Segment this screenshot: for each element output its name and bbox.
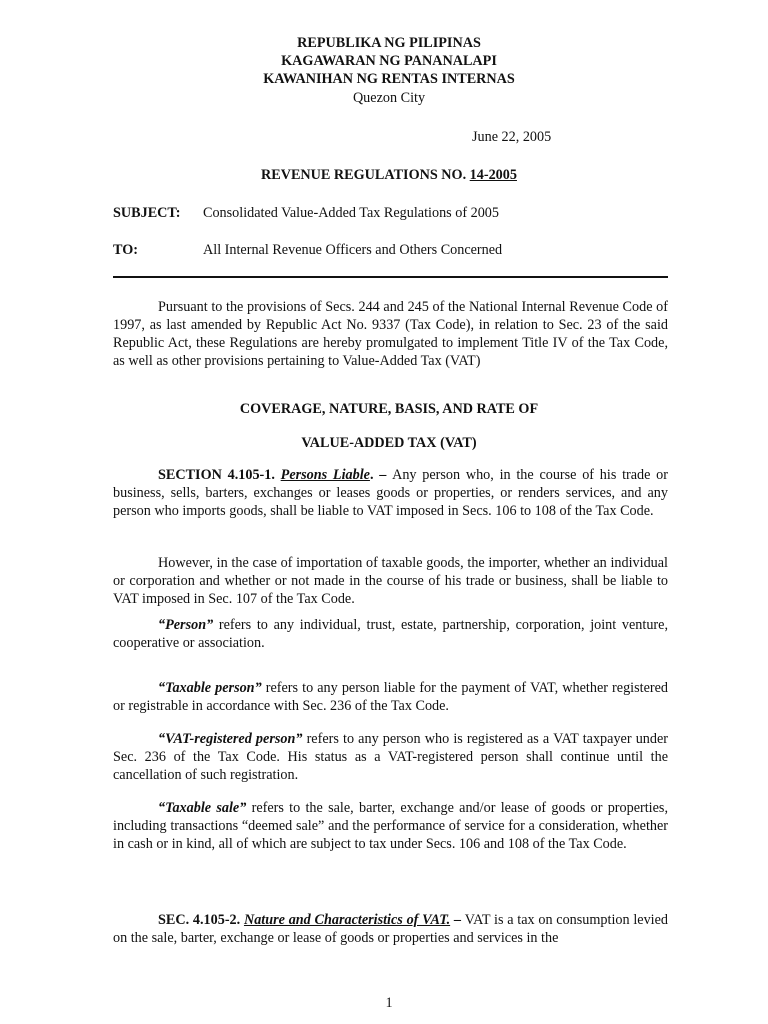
definition-taxable-sale — [113, 799, 668, 853]
header-department: KAGAWARAN NG PANANALAPI — [281, 53, 497, 69]
section-title-line1: COVERAGE, NATURE, BASIS, AND RATE OF — [239, 401, 539, 417]
to-label: TO: — [113, 242, 138, 258]
definition-text: refers to any individual, trust, estate, partnership, corporation, joint venture, cooperative or association. — [113, 617, 668, 651]
section-1-text: Any person who, in the course of his trade or business, sells, barters, exchanges or leases goods or properties, or renders services, and any person who imports goods, shall be liable to VAT imposed in Secs. 106 to 108 of the Tax Code. — [113, 467, 669, 519]
page-number: 1 — [385, 995, 393, 1011]
importation-paragraph: However, in the case of importation of taxable goods, the importer, whether an individual or corporation and whether or not made in the course of his trade or business, shall be liable to VAT imposed in Sec. 107 of the Tax Code. — [113, 555, 668, 607]
definition-term: “Taxable sale” — [158, 800, 247, 816]
definition-term: “VAT-registered person” — [158, 731, 303, 747]
header-divider — [113, 276, 668, 278]
section-2-text: VAT is a tax on consumption levied on the sale, barter, exchange or lease of goods or properties and services in the — [113, 912, 669, 946]
section-2-heading: Nature and Characteristics of VAT. — [243, 912, 451, 928]
preamble-paragraph: Pursuant to the provisions of Secs. 244 and 245 of the National Internal Revenue Code of 1997, as last amended by Republic Act No. 9337 (Tax Code), in relation to Sec. 23 of the said Republic Act, these Regulations are hereby promulgated to implement Title IV of the Tax Code, as well as other provisions pertaining to Value-Added Tax (VAT) — [113, 299, 668, 369]
subject-label: SUBJECT: — [113, 205, 181, 221]
section-2-number: SEC. 4.105-2. — [158, 912, 244, 928]
header-republic: REPUBLIKA NG PILIPINAS — [297, 35, 481, 51]
definition-term: “Person” — [158, 617, 214, 633]
section-1-dash: . – — [369, 467, 393, 483]
definition-text: refers to any person liable for the payment of VAT, whether registered or registrable in accordance with Sec. 236 of the Tax Code. — [113, 680, 668, 714]
regulation-number: 14-2005 — [469, 167, 517, 183]
header-city: Quezon City — [352, 90, 426, 106]
to-value: All Internal Revenue Officers and Others Concerned — [203, 242, 503, 258]
definition-term: “Taxable person” — [158, 680, 262, 696]
header-bureau: KAWANIHAN NG RENTAS INTERNAS — [263, 71, 515, 87]
section-1-heading: Persons Liable — [280, 467, 370, 483]
definition-text: refers to the sale, barter, exchange and/or lease of goods or properties, including transactions “deemed sale” and the performance of service for a consideration, whether in cash or in kind, all of which are subject to tax under Secs. 106 and 108 of the Tax Code. — [113, 800, 668, 852]
regulation-title — [0, 166, 768, 184]
section-4-105-2 — [113, 911, 668, 947]
definition-person — [113, 616, 668, 652]
regulation-prefix: REVENUE REGULATIONS NO. — [261, 167, 470, 183]
definition-vat-registered-person — [113, 730, 668, 784]
section-2-dash: – — [450, 912, 465, 928]
definition-taxable-person — [113, 679, 668, 715]
subject-value: Consolidated Value-Added Tax Regulations of 2005 — [203, 205, 499, 221]
section-title-line2: VALUE-ADDED TAX (VAT) — [301, 435, 477, 451]
definition-text: refers to any person who is registered as a VAT taxpayer under Sec. 236 of the Tax Code. His status as a VAT-registered person shall continue until the cancellation of such registration. — [113, 731, 668, 783]
section-4-105-1 — [113, 466, 668, 520]
section-1-number: SECTION 4.105-1. — [158, 467, 281, 483]
document-date: June 22, 2005 — [472, 129, 552, 145]
